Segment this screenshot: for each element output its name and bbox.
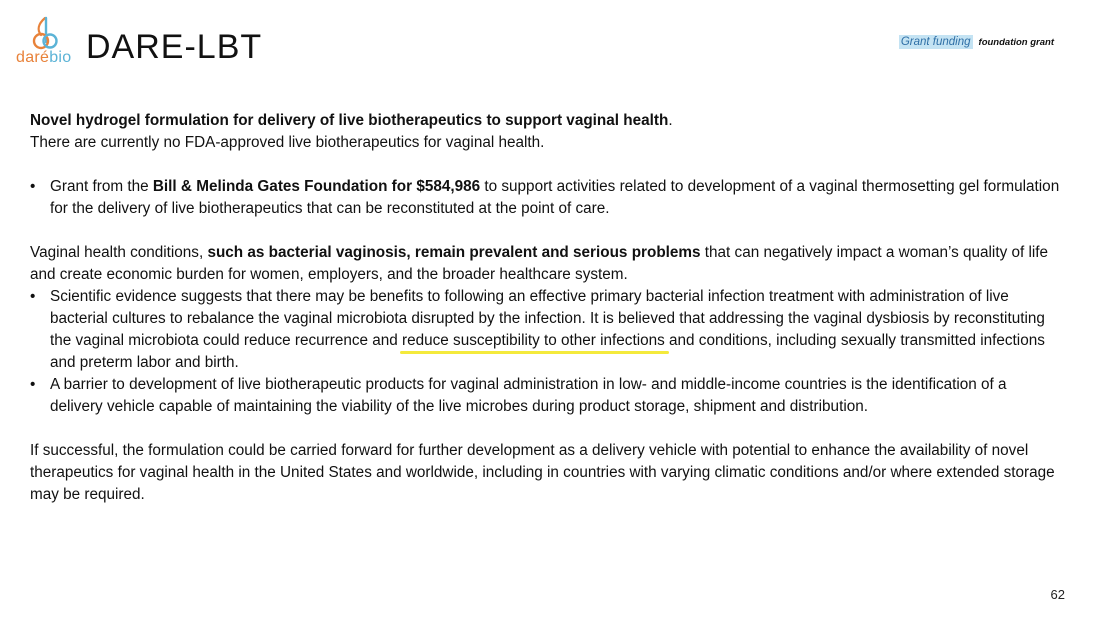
intro-heading: Novel hydrogel formulation for delivery of live biotherapeutics to support vaginal health. (30, 112, 673, 129)
grant-bullet: • Grant from the Bill & Melinda Gates Foundation for $584,986 to support activities related to development of a vaginal thermosetting gel formulation for the delivery of live biotherapeutics that can be reconstituted at the point of care. (30, 176, 1060, 220)
highlighted-text: reduce susceptibility to other infections (402, 332, 665, 349)
barrier-bullet: • A barrier to development of live biotherapeutic products for vaginal administration in low- and middle-income countries is the identification of a delivery vehicle capable of maintaining the viability of the live microbes during product storage, shipment and distribution. (30, 374, 1060, 418)
evidence-list (30, 286, 1060, 418)
foundation-grant-tag: foundation grant (978, 36, 1054, 48)
dare-bio-logo-icon (30, 16, 60, 50)
grant-list (30, 176, 1060, 220)
company-logo (16, 16, 76, 66)
health-paragraph: Vaginal health conditions, such as bacterial vaginosis, remain prevalent and serious problems that can negatively impact a woman’s quality of life and create economic burden for women, employers, and the broader healthcare system. (30, 244, 1049, 283)
conclusion-paragraph: If successful, the formulation could be carried forward for further development as a delivery vehicle with potential to enhance the availability of novel therapeutics for vaginal health in the United States and worldwide, including in countries with varying climatic conditions and/or where extended storage may be required. (30, 442, 1055, 503)
grant-funding-tag: Grant funding (900, 36, 971, 48)
intro-text: There are currently no FDA-approved live biotherapeutics for vaginal health. (30, 134, 545, 151)
tag-group (899, 35, 1054, 49)
page-title: DARE-LBT (86, 28, 263, 66)
logo-wordmark: darébio (16, 49, 72, 66)
page-number: 62 (1050, 587, 1065, 602)
slide-body (30, 110, 1060, 506)
evidence-bullet: • Scientific evidence suggests that there may be benefits to following an effective primary bacterial infection treatment with administration of live bacterial cultures to rebalance the vaginal microbiota disrupted by the infection. It is believed that addressing the vaginal dysbiosis by reconstituting the vaginal microbiota could reduce recurrence and reduce susceptibility to other infections and conditions, including sexually transmitted infections and preterm labor and birth. (30, 286, 1060, 374)
